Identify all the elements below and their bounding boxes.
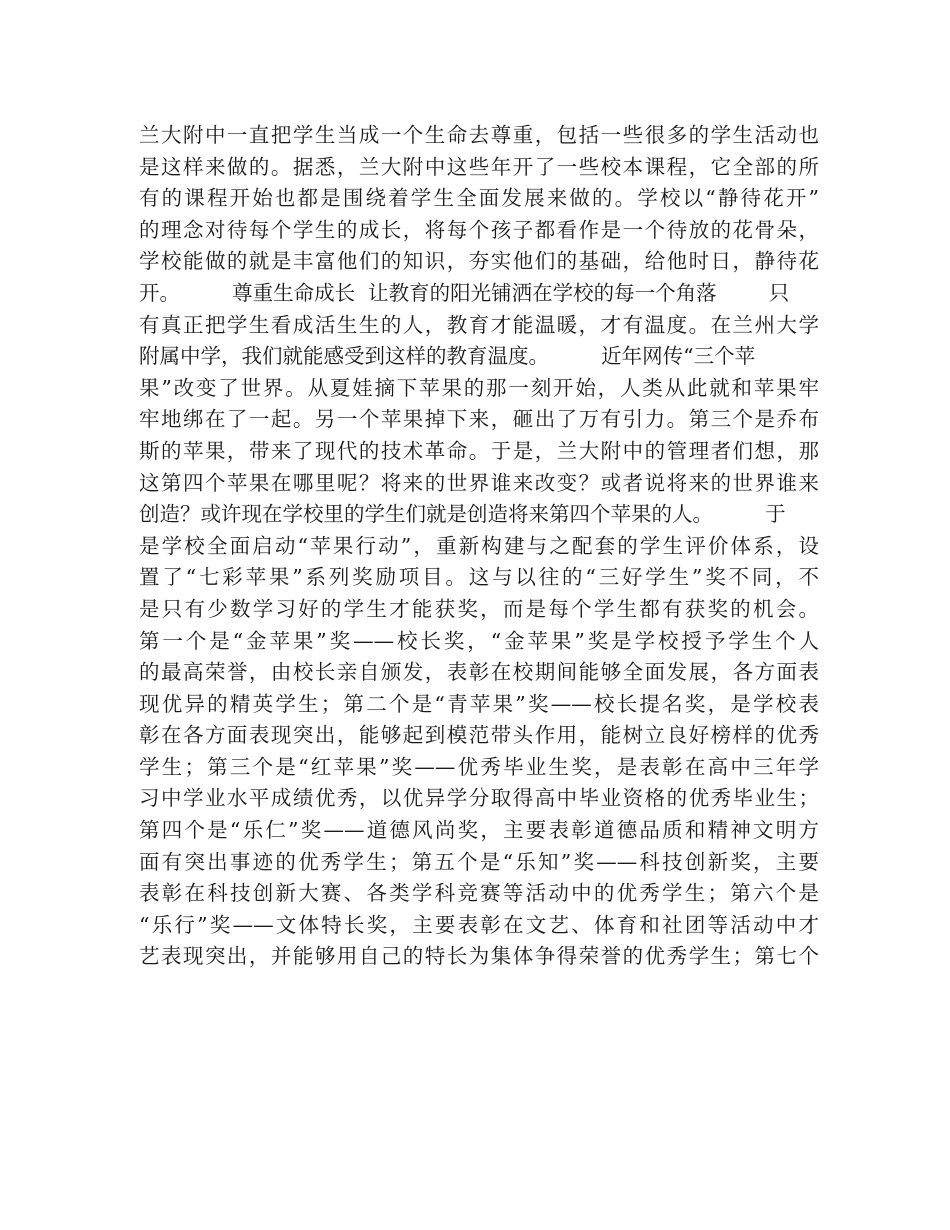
text-line: 现优异的精英学生；第二个是“青苹果”奖——校长提名奖，是学校表 <box>139 691 819 716</box>
text-line: 这第四个苹果在哪里呢？将来的世界谁来改变？或者说将来的世界谁来 <box>139 470 819 495</box>
text-line: 第四个是“乐仁”奖——道德风尚奖，主要表彰道德品质和精神文明方 <box>139 818 819 843</box>
text-line: 置了“七彩苹果”系列奖励项目。这与以往的“三好学生”奖不同，不 <box>139 565 819 590</box>
text-line: 彰在各方面表现突出，能够起到模范带头作用，能树立良好榜样的优秀 <box>139 723 819 748</box>
text-line: “乐行”奖——文体特长奖，主要表彰在文艺、体育和社团等活动中才 <box>139 912 819 937</box>
text-line: 是学校全面启动“苹果行动”，重新构建与之配套的学生评价体系，设 <box>139 533 819 558</box>
text-line: 艺表现突出，并能够用自己的特长为集体争得荣誉的优秀学生；第七个 <box>139 944 819 969</box>
text-line: 斯的苹果，带来了现代的技术革命。于是，兰大附中的管理者们想，那 <box>139 438 819 463</box>
text-line: 有的课程开始也都是围绕着学生全面发展来做的。学校以“静待花开” <box>139 186 819 211</box>
text-line: 兰大附中一直把学生当成一个生命去尊重，包括一些很多的学生活动也 <box>139 123 819 147</box>
text-line: 附属中学，我们就能感受到这样的教育温度。 近年网传“三个苹 <box>139 344 756 369</box>
text-line: 是只有少数学习好的学生才能获奖，而是每个学生都有获奖的机会。 <box>139 596 819 621</box>
text-line: 果”改变了世界。从夏娃摘下苹果的那一刻开始，人类从此就和苹果牢 <box>139 375 819 400</box>
text-line: 学生；第三个是“红苹果”奖——优秀毕业生奖，是表彰在高中三年学 <box>139 754 819 779</box>
text-line: 创造？或许现在学校里的学生们就是创造将来第四个苹果的人。 于 <box>139 502 786 527</box>
text-line: 学校能做的就是丰富他们的知识，夯实他们的基础，给他时日，静待花 <box>139 249 819 274</box>
body-text <box>139 120 819 973</box>
text-line: 的理念对待每个学生的成长，将每个孩子都看作是一个待放的花骨朵， <box>139 217 819 242</box>
text-line: 牢地绑在了一起。另一个苹果掉下来，砸出了万有引力。第三个是乔布 <box>139 407 819 432</box>
text-line: 习中学业水平成绩优秀，以优异学分取得高中毕业资格的优秀毕业生； <box>139 786 819 811</box>
text-line: 的最高荣誉，由校长亲自颁发，表彰在校期间能够全面发展，各方面表 <box>139 660 819 685</box>
text-line: 开。 尊重生命成长 让教育的阳光铺洒在学校的每一个角落 只 <box>139 280 790 305</box>
text-line: 第一个是“金苹果”奖——校长奖，“金苹果”奖是学校授予学生个人 <box>139 628 819 653</box>
text-line: 面有突出事迹的优秀学生；第五个是“乐知”奖——科技创新奖，主要 <box>139 849 819 874</box>
text-line: 表彰在科技创新大赛、各类学科竞赛等活动中的优秀学生；第六个是 <box>139 881 819 906</box>
text-line: 有真正把学生看成活生生的人，教育才能温暖，才有温度。在兰州大学 <box>139 312 819 337</box>
text-line: 是这样来做的。据悉，兰大附中这些年开了一些校本课程，它全部的所 <box>139 154 819 179</box>
